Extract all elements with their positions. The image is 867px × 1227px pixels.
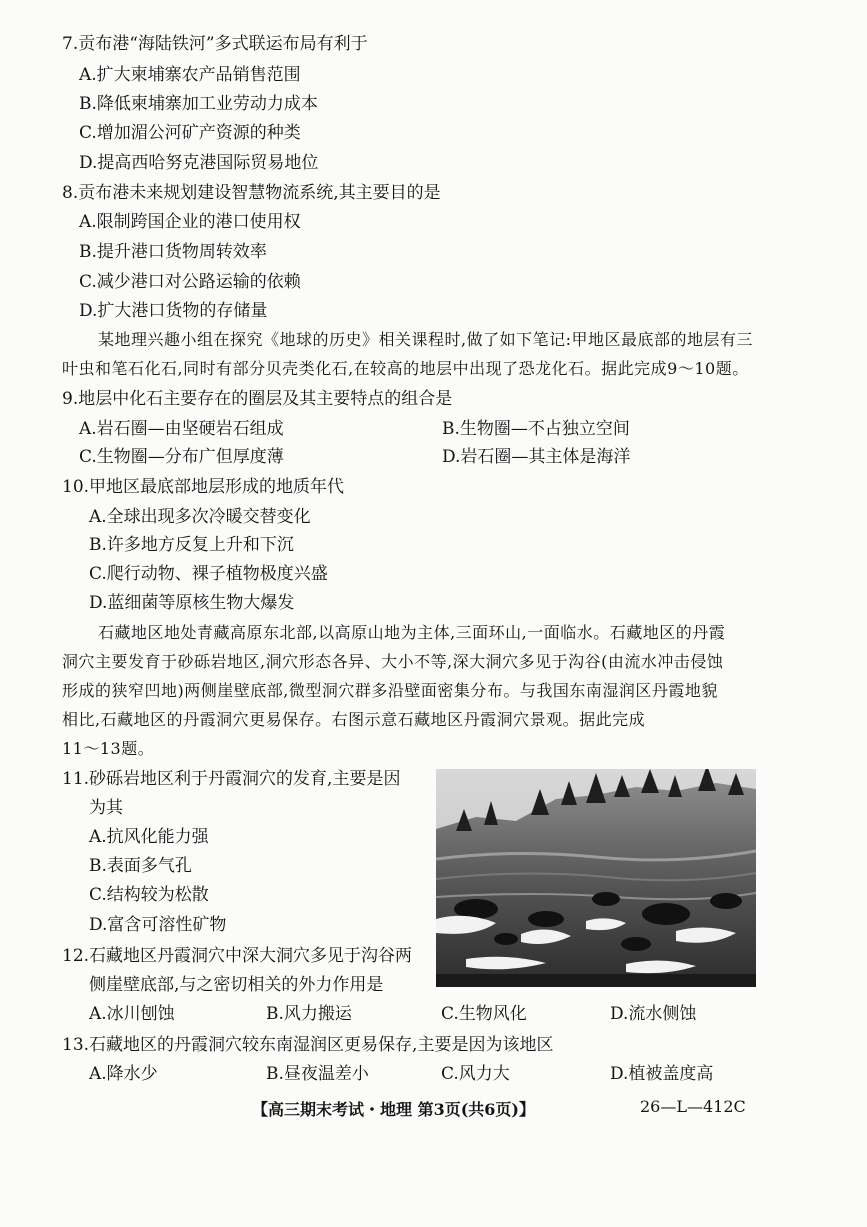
q13-option-c: C.风力大 xyxy=(441,1064,510,1084)
passage-2-line-2: 洞穴主要发育于砂砾岩地区,洞穴形态各异、大小不等,深大洞穴多见于沟谷(由流水冲击侵蚀 xyxy=(62,652,724,671)
question-12-stem-line-2: 侧崖壁底部,与之密切相关的外力作用是 xyxy=(89,975,384,995)
q11-option-a: A.抗风化能力强 xyxy=(89,827,209,847)
q8-option-c: C.减少港口对公路运输的依赖 xyxy=(79,272,301,292)
q8-option-d: D.扩大港口货物的存储量 xyxy=(79,301,268,321)
q9-option-b: B.生物圈—不占独立空间 xyxy=(442,419,630,439)
question-12-stem-line-1: 12.石藏地区丹霞洞穴中深大洞穴多见于沟谷两 xyxy=(62,946,413,966)
question-10-stem: 10.甲地区最底部地层形成的地质年代 xyxy=(62,477,345,497)
q12-option-b: B.风力搬运 xyxy=(266,1004,352,1024)
passage-2-line-4: 相比,石藏地区的丹霞洞穴更易保存。右图示意石藏地区丹霞洞穴景观。据此完成 xyxy=(62,710,646,729)
danxia-cave-photo xyxy=(436,769,756,987)
passage-2-line-3: 形成的狭窄凹地)两侧崖壁底部,微型洞穴群多沿壁面密集分布。与我国东南湿润区丹霞地貌 xyxy=(62,681,718,700)
q10-option-b: B.许多地方反复上升和下沉 xyxy=(89,535,294,555)
q9-option-a: A.岩石圈—由坚硬岩石组成 xyxy=(79,419,284,439)
q10-option-a: A.全球出现多次冷暖交替变化 xyxy=(89,507,311,527)
q11-option-d: D.富含可溶性矿物 xyxy=(89,915,227,935)
q12-option-a: A.冰川刨蚀 xyxy=(89,1004,175,1024)
q12-option-d: D.流水侧蚀 xyxy=(610,1004,697,1024)
exam-code: 26—L—412C xyxy=(640,1097,746,1116)
q9-option-d: D.岩石圈—其主体是海洋 xyxy=(442,447,631,467)
q8-option-a: A.限制跨国企业的港口使用权 xyxy=(79,212,301,232)
q7-option-a: A.扩大柬埔寨农产品销售范围 xyxy=(79,65,301,85)
page-footer: 【高三期末考试・地理 第3页(共6页)】 xyxy=(252,1100,535,1119)
question-11-stem-line-2: 为其 xyxy=(89,798,123,818)
question-8-stem: 8.贡布港未来规划建设智慧物流系统,其主要目的是 xyxy=(62,183,441,203)
q7-option-c: C.增加湄公河矿产资源的种类 xyxy=(79,123,301,143)
question-11-stem-line-1: 11.砂砾岩地区利于丹霞洞穴的发育,主要是因 xyxy=(62,769,401,789)
q9-option-c: C.生物圈—分布广但厚度薄 xyxy=(79,447,284,467)
q11-option-b: B.表面多气孔 xyxy=(89,856,192,876)
q8-option-b: B.提升港口货物周转效率 xyxy=(79,242,267,262)
question-13-stem: 13.石藏地区的丹霞洞穴较东南湿润区更易保存,主要是因为该地区 xyxy=(62,1035,554,1055)
question-7-stem: 7.贡布港“海陆铁河”多式联运布局有利于 xyxy=(62,34,368,54)
q10-option-d: D.蓝细菌等原核生物大爆发 xyxy=(89,593,295,613)
passage-1-line-1: 某地理兴趣小组在探究《地球的历史》相关课程时,做了如下笔记:甲地区最底部的地层有三 xyxy=(98,330,753,349)
q7-option-b: B.降低柬埔寨加工业劳动力成本 xyxy=(79,94,318,114)
passage-2-line-1: 石藏地区地处青藏高原东北部,以高原山地为主体,三面环山,一面临水。石藏地区的丹霞 xyxy=(98,623,726,642)
passage-2-line-5: 11～13题。 xyxy=(62,739,155,758)
q12-option-c: C.生物风化 xyxy=(441,1004,527,1024)
passage-1-line-2: 叶虫和笔石化石,同时有部分贝壳类化石,在较高的地层中出现了恐龙化石。据此完成9～10题。 xyxy=(62,359,749,378)
q11-option-c: C.结构较为松散 xyxy=(89,885,209,905)
q10-option-c: C.爬行动物、裸子植物极度兴盛 xyxy=(89,564,328,584)
q13-option-a: A.降水少 xyxy=(89,1064,158,1084)
q13-option-b: B.昼夜温差小 xyxy=(266,1064,369,1084)
q13-option-d: D.植被盖度高 xyxy=(610,1064,714,1084)
q7-option-d: D.提高西哈努克港国际贸易地位 xyxy=(79,153,319,173)
question-9-stem: 9.地层中化石主要存在的圈层及其主要特点的组合是 xyxy=(62,389,453,409)
